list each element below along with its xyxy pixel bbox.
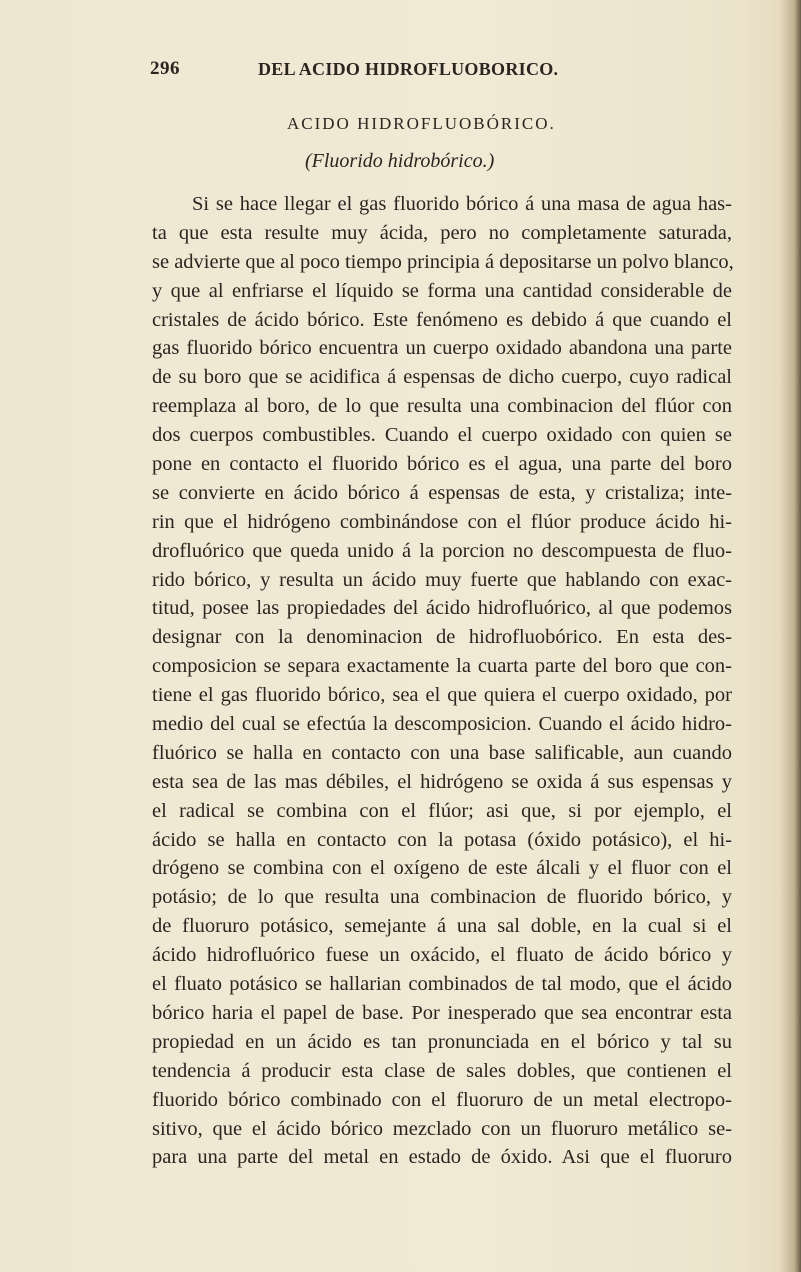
text-line: ácido hidrofluórico fuese un oxácido, el fluato de ácido bórico y <box>152 944 732 967</box>
text-line: potásio; de lo que resulta una combinacion de fluorido bórico, y <box>152 886 732 909</box>
text-line: cristales de ácido bórico. Este fenómeno es debido á que cuando el <box>152 308 732 331</box>
text-line: sitivo, que el ácido bórico mezclado con un fluoruro metálico se- <box>152 1117 732 1140</box>
text-line: el fluato potásico se hallarian combinados de tal modo, que el ácido <box>152 973 732 996</box>
text-line: rin que el hidrógeno combinándose con el flúor produce ácido hi- <box>152 510 732 533</box>
text-line: pone en contacto el fluorido bórico es el agua, una parte del boro <box>152 453 732 476</box>
text-line: Si se hace llegar el gas fluorido bórico á una masa de agua has- <box>192 193 732 215</box>
text-line: medio del cual se efectúa la descomposicion. Cuando el ácido hidro- <box>152 713 732 736</box>
section-subtitle: (Fluorido hidrobórico.) <box>305 150 495 172</box>
text-line: composicion se separa exactamente la cuarta parte del boro que con- <box>152 655 732 678</box>
page-edge-shadow <box>779 0 801 1272</box>
text-line: ácido se halla en contacto con la potasa (óxido potásico), el hi- <box>152 828 732 851</box>
text-line: drofluórico que queda unido á la porcion no descompuesta de fluo- <box>152 539 732 562</box>
text-line: tendencia á producir esta clase de sales dobles, que contienen el <box>152 1059 732 1082</box>
text-line: rido bórico, y resulta un ácido muy fuerte que hablando con exac- <box>152 568 732 591</box>
body-text <box>152 190 732 1172</box>
text-line: fluórico se halla en contacto con una base salificable, aun cuando <box>152 741 732 764</box>
text-line: se convierte en ácido bórico á espensas de esta, y cristaliza; inte- <box>152 481 732 504</box>
text-line: se advierte que al poco tiempo principia á depositarse un polvo blanco, <box>152 250 734 273</box>
text-line: drógeno se combina con el oxígeno de este álcali y el fluor con el <box>152 857 732 880</box>
text-line: bórico haria el papel de base. Por inesperado que sea encontrar esta <box>152 1001 732 1024</box>
text-line: esta sea de las mas débiles, el hidrógeno se oxida á sus espensas y <box>152 770 732 793</box>
text-line: de su boro que se acidifica á espensas de dicho cuerpo, cuyo radical <box>152 366 732 389</box>
text-line: el radical se combina con el flúor; asi que, si por ejemplo, el <box>152 799 732 822</box>
text-line: para una parte del metal en estado de óxido. Asi que el fluoruro <box>152 1146 732 1169</box>
section-title: ACIDO HIDROFLUOBÓRICO. <box>287 114 556 133</box>
running-title: DEL ACIDO HIDROFLUOBORICO. <box>258 59 559 79</box>
text-line: dos cuerpos combustibles. Cuando el cuerpo oxidado con quien se <box>152 424 732 447</box>
text-line: ta que esta resulte muy ácida, pero no completamente saturada, <box>152 221 732 244</box>
text-line: designar con la denominacion de hidrofluobórico. En esta des- <box>152 626 732 649</box>
text-line: reemplaza al boro, de lo que resulta una combinacion del flúor con <box>152 395 732 418</box>
page-number: 296 <box>150 58 180 79</box>
text-line: y que al enfriarse el líquido se forma una cantidad considerable de <box>152 279 732 302</box>
running-header <box>0 58 801 88</box>
text-line: propiedad en un ácido es tan pronunciada en el bórico y tal su <box>152 1030 732 1053</box>
text-line: tiene el gas fluorido bórico, sea el que quiera el cuerpo oxidado, por <box>152 684 732 707</box>
text-line: gas fluorido bórico encuentra un cuerpo oxidado abandona una parte <box>152 337 732 360</box>
text-line: fluorido bórico combinado con el fluoruro de un metal electropo- <box>152 1088 732 1111</box>
text-line: de fluoruro potásico, semejante á una sal doble, en la cual si el <box>152 915 732 938</box>
text-line: titud, posee las propiedades del ácido hidrofluórico, al que podemos <box>152 597 732 620</box>
